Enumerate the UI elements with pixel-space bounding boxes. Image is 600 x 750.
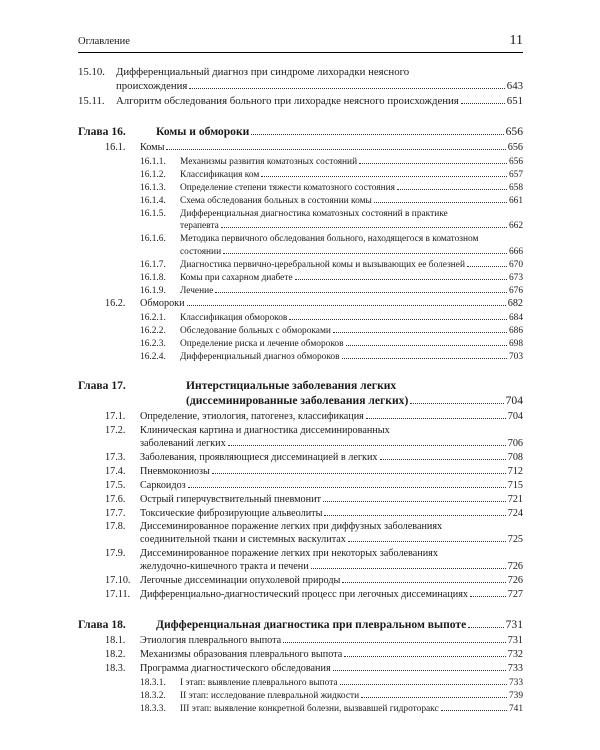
entry-line — [180, 690, 523, 702]
entry-line — [140, 521, 523, 534]
entry-number: 17.8. — [105, 521, 126, 533]
entry-text — [140, 494, 523, 507]
entry-number: 17.5. — [105, 479, 126, 491]
entry-text — [140, 142, 523, 155]
entry-number: 16.1. — [105, 142, 126, 153]
entry-text — [180, 285, 523, 297]
entry-page-number: 712 — [507, 465, 523, 477]
entry-title: Дифференциальная диагностика при плевральном выпоте — [156, 617, 467, 631]
entry-page-number: 703 — [508, 352, 523, 363]
dot-leader — [223, 253, 507, 254]
entry-title: Интерстициальные заболевания легких — [186, 379, 397, 393]
entry-line — [140, 298, 523, 311]
entry-title: терапевта — [180, 221, 219, 232]
entry-line — [140, 480, 523, 493]
entry-line — [140, 649, 523, 662]
dot-leader — [467, 266, 507, 267]
entry-page-number: 670 — [508, 259, 523, 270]
entry-page-number: 658 — [508, 183, 523, 194]
entry-text — [180, 182, 523, 194]
entry-title: Пневмокониозы — [140, 465, 210, 477]
dot-leader — [187, 305, 506, 306]
entry-title: Диссеминированное поражение легких при диффузных заболеваниях — [140, 521, 443, 533]
entry-text — [140, 521, 523, 547]
entry-number: 16.2.3. — [140, 339, 166, 350]
entry-title: Диагностика первично-церебральной комы и вызывающих ее болезней — [180, 259, 465, 270]
entry-text — [180, 156, 523, 168]
entry-line — [140, 142, 523, 155]
entry-page-number: 706 — [507, 438, 523, 450]
entry-number: 17.7. — [105, 507, 126, 519]
entry-title: Классификация обмороков — [180, 312, 288, 323]
entry-number: 18.3.2. — [140, 691, 166, 702]
entry-line — [180, 182, 523, 194]
toc-entry[interactable] — [78, 182, 523, 194]
dot-leader — [189, 88, 504, 89]
entry-number: 17.10. — [105, 575, 131, 587]
entry-line — [180, 285, 523, 297]
dot-leader — [359, 163, 507, 164]
dot-leader — [342, 358, 507, 359]
table-of-contents — [78, 66, 523, 715]
entry-line — [180, 325, 523, 337]
dot-leader — [340, 684, 507, 685]
entry-number: 15.10. — [78, 66, 105, 78]
entry-page-number: 704 — [505, 393, 523, 407]
entry-line — [116, 66, 523, 80]
entry-text — [140, 589, 523, 602]
entry-number: 16.1.8. — [140, 272, 166, 283]
entry-title: Заболевания, проявляющиеся диссеминацией в легких — [140, 451, 378, 463]
entry-title: Классификация ком — [180, 170, 260, 180]
entry-title: заболеваний легких — [140, 438, 226, 450]
entry-text — [140, 635, 523, 648]
entry-text — [180, 338, 523, 350]
entry-text — [180, 208, 523, 232]
toc-entry[interactable] — [78, 635, 523, 648]
dot-leader — [468, 627, 503, 628]
entry-title: Этиология плеврального выпота — [140, 635, 282, 647]
dot-leader — [221, 227, 507, 228]
dot-leader — [348, 541, 506, 542]
entry-text — [140, 508, 523, 521]
entry-title: Определение риска и лечение обмороков — [180, 339, 344, 350]
entry-page-number: 676 — [508, 285, 523, 296]
dot-leader — [323, 501, 506, 502]
toc-entry[interactable] — [78, 452, 523, 465]
toc-entry[interactable] — [78, 338, 523, 350]
entry-line — [180, 259, 523, 271]
entry-page-number: 656 — [508, 156, 523, 167]
entry-title: Дифференциальный диагноз обмороков — [180, 352, 340, 363]
toc-entry[interactable] — [78, 325, 523, 337]
entry-page-number: 643 — [506, 79, 523, 92]
toc-entry[interactable] — [78, 259, 523, 271]
entry-title: Комы и обмороки — [156, 124, 250, 138]
entry-page-number: 733 — [507, 663, 523, 675]
dot-leader — [470, 596, 506, 597]
toc-entry[interactable] — [78, 156, 523, 168]
entry-title: Обмороки — [140, 297, 185, 309]
entry-page-number: 731 — [507, 635, 523, 647]
entry-line — [156, 618, 523, 633]
toc-entry[interactable] — [78, 425, 523, 451]
entry-page-number: 651 — [506, 95, 523, 107]
entry-line — [116, 80, 523, 94]
dot-leader — [380, 459, 506, 460]
entry-page-number: 708 — [507, 451, 523, 463]
entry-line — [186, 379, 523, 394]
entry-page-number: 686 — [508, 325, 523, 336]
entry-number: 18.1. — [105, 635, 126, 647]
entry-text — [140, 425, 523, 451]
entry-text — [180, 312, 523, 324]
entry-text — [180, 233, 523, 257]
entry-title: Программа диагностического обследования — [140, 663, 331, 675]
entry-number: 16.1.2. — [140, 170, 166, 180]
entry-line — [180, 703, 523, 715]
entry-page-number: 682 — [507, 297, 523, 309]
entry-title: Обследование больных с обмороками — [180, 325, 331, 336]
page-number: 11 — [509, 33, 523, 48]
entry-page-number: 739 — [508, 691, 523, 702]
entry-text — [140, 649, 523, 662]
toc-chapter[interactable] — [78, 379, 523, 408]
toc-entry[interactable] — [78, 521, 523, 547]
entry-number: 16.1.5. — [140, 209, 166, 220]
toc-entry[interactable] — [78, 95, 523, 109]
entry-title: желудочно-кишечного тракта и печени — [140, 561, 309, 573]
entry-text — [156, 125, 523, 140]
entry-title: Комы при сахарном диабете — [180, 272, 293, 283]
entry-page-number: 733 — [508, 678, 523, 689]
entry-number: 17.9. — [105, 548, 126, 560]
dot-leader — [188, 487, 506, 488]
entry-number: 18.3.3. — [140, 704, 166, 715]
dot-leader — [228, 445, 506, 446]
entry-number: 18.3.1. — [140, 678, 166, 689]
dot-leader — [397, 189, 507, 190]
entry-title: III этап: выявление конкретной болезни, вызвавшей гидроторакс — [180, 704, 439, 715]
dot-leader — [324, 515, 505, 516]
entry-title: Острый гиперчувствительный пневмонит — [140, 493, 321, 505]
entry-title: Комы — [140, 142, 165, 153]
toc-entry[interactable] — [78, 677, 523, 689]
entry-page-number: 656 — [507, 142, 523, 153]
entry-line — [180, 677, 523, 689]
entry-text — [140, 575, 523, 588]
entry-line — [156, 125, 523, 140]
entry-line — [180, 169, 523, 181]
entry-title: Токсические фиброзирующие альвеолиты — [140, 507, 323, 519]
entry-page-number: 661 — [508, 196, 523, 207]
entry-page-number: 684 — [508, 312, 523, 323]
entry-title: Схема обследования больных в состоянии комы — [180, 196, 372, 207]
entry-text — [140, 466, 523, 479]
entry-number: 16.1.4. — [140, 196, 166, 207]
entry-text — [180, 259, 523, 271]
entry-text — [180, 690, 523, 702]
entry-line — [140, 411, 523, 424]
entry-text — [140, 298, 523, 311]
toc-entry[interactable] — [78, 233, 523, 257]
entry-line — [140, 452, 523, 465]
entry-title: Легочные диссеминации опухолевой природы — [140, 575, 341, 587]
entry-text — [186, 379, 523, 408]
entry-page-number: 726 — [507, 575, 523, 587]
entry-line — [180, 208, 523, 220]
entry-title: происхождения — [116, 79, 188, 92]
toc-entry[interactable] — [78, 703, 523, 715]
entry-line — [180, 312, 523, 324]
entry-number: 16.2.1. — [140, 312, 166, 323]
entry-text — [180, 272, 523, 284]
toc-entry[interactable] — [78, 285, 523, 297]
dot-leader — [283, 642, 506, 643]
toc-entry[interactable] — [78, 411, 523, 424]
toc-entry[interactable] — [78, 312, 523, 324]
dot-leader — [166, 149, 505, 150]
toc-entry[interactable] — [78, 142, 523, 155]
entry-number: 16.2.2. — [140, 325, 166, 336]
entry-line — [140, 589, 523, 602]
entry-number: 16.2.4. — [140, 352, 166, 363]
entry-page-number: 732 — [507, 649, 523, 661]
entry-number: 17.6. — [105, 493, 126, 505]
entry-line — [140, 494, 523, 507]
entry-text — [180, 169, 523, 181]
entry-page-number: 673 — [508, 272, 523, 283]
entry-text — [180, 195, 523, 207]
toc-chapter[interactable] — [78, 618, 523, 633]
entry-number: 18.2. — [105, 649, 126, 661]
entry-page-number: 662 — [508, 221, 523, 232]
entry-number: 16.1.9. — [140, 285, 166, 296]
entry-text — [140, 411, 523, 424]
toc-entry[interactable] — [78, 66, 523, 93]
entry-line — [140, 635, 523, 648]
dot-leader — [361, 697, 507, 698]
entry-text — [156, 618, 523, 633]
entry-line — [140, 425, 523, 438]
entry-line — [180, 351, 523, 363]
dot-leader — [441, 710, 507, 711]
entry-number: 18.3. — [105, 663, 126, 675]
entry-number: Глава 17. — [78, 379, 126, 393]
dot-leader — [342, 582, 505, 583]
entry-line — [180, 233, 523, 245]
entry-title: Механизмы развития коматозных состояний — [180, 156, 358, 167]
entry-title: II этап: исследование плевральной жидкости — [180, 691, 360, 702]
running-header — [78, 33, 523, 53]
entry-page-number: 721 — [507, 493, 523, 505]
entry-line — [180, 338, 523, 350]
entry-page-number: 666 — [508, 246, 523, 257]
entry-number: 17.11. — [105, 589, 131, 600]
dot-leader — [311, 568, 506, 569]
entry-title: Диссеминированное поражение легких при некоторых заболеваниях — [140, 548, 438, 560]
entry-number: 16.1.3. — [140, 183, 166, 194]
entry-number: Глава 16. — [78, 124, 126, 138]
dot-leader — [251, 134, 503, 135]
toc-entry[interactable] — [78, 272, 523, 284]
entry-text — [180, 677, 523, 689]
toc-entry[interactable] — [78, 480, 523, 493]
entry-title: (диссеминированные заболевания легких) — [186, 393, 409, 407]
entry-line — [140, 508, 523, 521]
entry-number: 15.11. — [78, 95, 105, 107]
toc-entry[interactable] — [78, 169, 523, 181]
entry-title: состоянии — [180, 246, 222, 257]
entry-page-number: 656 — [505, 124, 523, 138]
entry-page-number: 726 — [507, 561, 523, 573]
entry-line — [180, 220, 523, 232]
dot-leader — [289, 319, 507, 320]
entry-line — [180, 272, 523, 284]
dot-leader — [333, 332, 507, 333]
dot-leader — [366, 418, 506, 419]
entry-line — [140, 534, 523, 547]
entry-title: Саркоидоз — [140, 479, 186, 491]
dot-leader — [461, 103, 505, 104]
toc-entry[interactable] — [78, 466, 523, 479]
entry-number: Глава 18. — [78, 617, 126, 631]
entry-page-number: 715 — [507, 479, 523, 491]
entry-text — [180, 351, 523, 363]
toc-entry[interactable] — [78, 690, 523, 702]
entry-number: 17.3. — [105, 451, 126, 463]
dot-leader — [374, 202, 507, 203]
dot-leader — [333, 670, 506, 671]
toc-entry[interactable] — [78, 589, 523, 602]
entry-number: 16.1.1. — [140, 156, 166, 167]
entry-line — [140, 466, 523, 479]
entry-number: 17.2. — [105, 425, 126, 437]
entry-title: Определение степени тяжести коматозного состояния — [180, 183, 395, 194]
entry-line — [180, 156, 523, 168]
dot-leader — [346, 345, 507, 346]
entry-line — [116, 95, 523, 109]
entry-page-number: 698 — [508, 339, 523, 350]
entry-title: Алгоритм обследования больного при лихорадке неясного происхождения — [116, 95, 459, 107]
entry-page-number: 704 — [507, 411, 523, 423]
entry-page-number: 724 — [507, 507, 523, 519]
entry-text — [116, 66, 523, 93]
dot-leader — [215, 292, 507, 293]
entry-number: 16.1.7. — [140, 259, 166, 270]
dot-leader — [261, 176, 507, 177]
entry-line — [140, 438, 523, 451]
toc-entry[interactable] — [78, 494, 523, 507]
entry-number: 16.2. — [105, 297, 126, 309]
entry-line — [180, 246, 523, 258]
toc-chapter[interactable] — [78, 125, 523, 140]
entry-title: Дифференциально-диагностический процесс при легочных диссеминациях — [140, 589, 469, 600]
entry-title: Определение, этиология, патогенез, классификация — [140, 411, 364, 423]
entry-page-number: 725 — [507, 534, 523, 546]
entry-title: I этап: выявление плеврального выпота — [180, 678, 338, 689]
toc-entry[interactable] — [78, 351, 523, 363]
entry-page-number: 727 — [507, 589, 523, 600]
toc-entry[interactable] — [78, 663, 523, 676]
toc-entry[interactable] — [78, 575, 523, 588]
dot-leader — [344, 656, 505, 657]
entry-line — [140, 548, 523, 561]
entry-page-number: 657 — [508, 170, 523, 180]
toc-entry[interactable] — [78, 508, 523, 521]
toc-entry[interactable] — [78, 298, 523, 311]
entry-title: соединительной ткани и системных васкулитах — [140, 534, 346, 546]
entry-text — [116, 95, 523, 109]
entry-line — [140, 561, 523, 574]
entry-number: 16.1.6. — [140, 234, 166, 245]
entry-number: 17.1. — [105, 411, 126, 423]
toc-entry[interactable] — [78, 195, 523, 207]
entry-number: 17.4. — [105, 465, 126, 477]
entry-text — [140, 452, 523, 465]
entry-text — [180, 703, 523, 715]
running-header-title: Оглавление — [78, 36, 130, 47]
entry-title: Дифференциальный диагноз при синдроме лихорадки неясного — [116, 66, 410, 78]
entry-line — [140, 663, 523, 676]
dot-leader — [212, 473, 506, 474]
entry-title: Дифференциальная диагностика коматозных состояний в практике — [180, 209, 448, 220]
entry-text — [140, 663, 523, 676]
toc-entry[interactable] — [78, 649, 523, 662]
dot-leader — [295, 279, 507, 280]
entry-text — [140, 548, 523, 574]
entry-line — [186, 394, 523, 409]
entry-page-number: 741 — [508, 704, 523, 715]
entry-page-number: 731 — [505, 617, 523, 631]
entry-line — [140, 575, 523, 588]
toc-entry[interactable] — [78, 208, 523, 232]
entry-line — [180, 195, 523, 207]
entry-title: Методика первичного обследования больного, находящегося в коматозном — [180, 234, 479, 245]
entry-title: Лечение — [180, 285, 214, 296]
entry-title: Механизмы образования плеврального выпота — [140, 649, 343, 661]
entry-title: Клиническая картина и диагностика диссеминированных — [140, 425, 390, 437]
toc-entry[interactable] — [78, 548, 523, 574]
dot-leader — [410, 403, 503, 404]
entry-text — [180, 325, 523, 337]
entry-text — [140, 480, 523, 493]
